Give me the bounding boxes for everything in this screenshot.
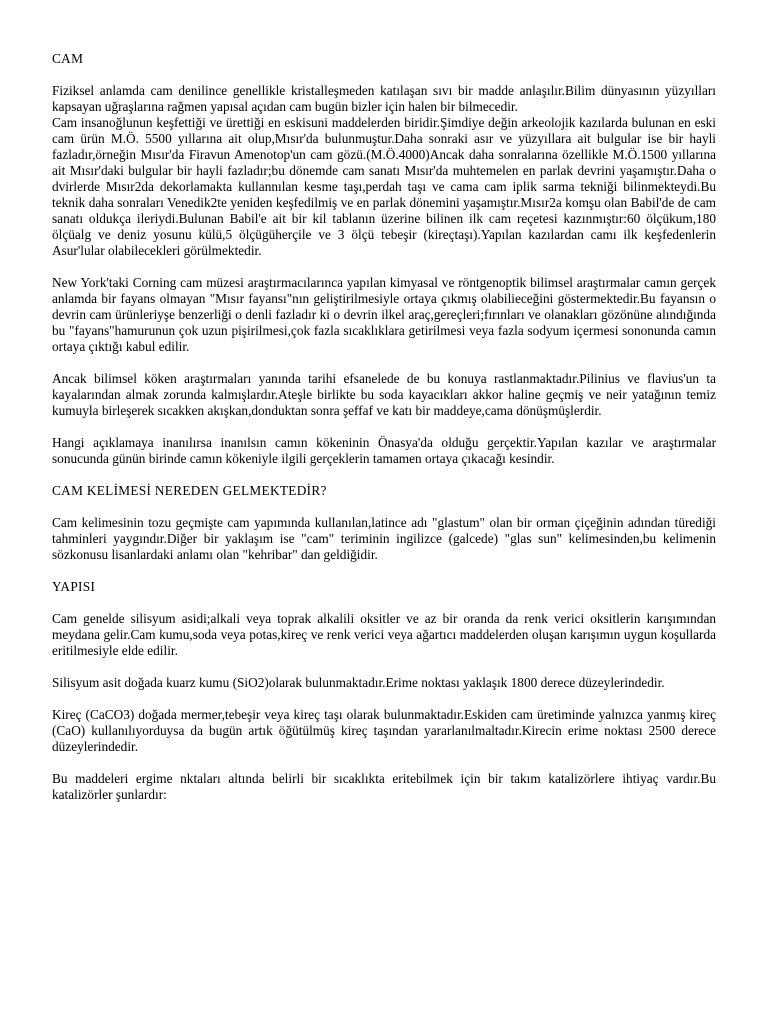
intro-paragraph-1: Fiziksel anlamda cam denilince genellikle kristalleşmeden katılaşan sıvı bir madde anlaşılır.Bilim dünyasının yüzyılları kapsayan uğraşlarına rağmen yapısal açıdan cam bugün bizler için halen bir bilmecedir.	[52, 83, 716, 114]
section-heading-structure: YAPISI	[52, 579, 96, 594]
structure-paragraph-1: Cam genelde silisyum asidi;alkali veya toprak alkalili oksitler ve az bir oranda da renk verici oksitlerin karışımından meydana gelir.Cam kumu,soda veya potas,kireç ve renk verici veya ağartıcı maddelerden oluşan karışımın uygun koşullarda eritilmesiyle elde edilir.	[52, 611, 716, 658]
intro-paragraph-2: Cam insanoğlunun keşfettiği ve ürettiği en eskisuni maddelerden biridir.Şimdiye değin arkeolojik kazılarda bulunan en eski cam ürün M.Ö. 5500 yıllarına ait olup,Mısır'da bulunmuştur.Daha sonraki asır ve yüzyıllara ait bulgular ise bir hayli fazladır,örneğin Mısır'da Firavun Amenotop'un cam gözü.(M.Ö.4000)Ancak daha sonralarına özellikle M.Ö.1500 yıllarına ait Mısır'daki bulgular bir hayli fazladır;bu dönemde cam sanatı Mısır'da muhtemelen en parlak devrini yaşamıştır.Daha o dvirlerde Mısır2da dekorlamakta kullannılan kesme taşı,perdah taşı ve cama cam iplik sarma tekniği bilinmekteydi.Bu teknik daha sonraları Venedik2te yeniden keşfedilmiş ve en parlak dönemini yaşamıştır.Mısır2a komşu olan Babil'de de cam sanatı oldukça ileriydi.Bulunan Babil'e ait bir kil tablanın üzerine bilinen ilk cam reçetesi kazınmıştır:60 ölçükum,180 ölçüalg ve deniz yosunu külü,5 ölçügüherçile ve 3 ölçü tebeşir (kireçtaşı).Yapılan kazılardan camı ilk keşfedenlerin Asur'lular olabilecekleri görülmektedir.	[52, 115, 716, 258]
document-page	[52, 51, 716, 819]
corning-paragraph: New York'taki Corning cam müzesi araştırmacılarınca yapılan kimyasal ve röntgenoptik bilimsel araştırmalar camın gerçek anlamda bir fayans olmayan "Mısır fayansı"nın geliştirilmesiyle ortaya çıkmış olabilieceğini göstermektedir.Bu fayansın o devrin cam ürünleriyşe benzerliği o denli fazladır ki o devrin ilkel araç,gereçleri;fırınları ve olanakları gözönüne alındığında bu "fayans"hamurunun çok uzun pişirilmesi,çok fazla sıcaklıklara getirilmesi veya fazla sodyum içermesi sononunda camın ortaya çıktığı kabul edilir.	[52, 275, 716, 354]
document-title: CAM	[52, 51, 84, 66]
structure-paragraph-2: Silisyum asit doğada kuarz kumu (SiO2)olarak bulunmaktadır.Erime noktası yaklaşık 1800 derece düzeylerindedir.	[52, 675, 665, 690]
structure-paragraph-4: Bu maddeleri ergime nktaları altında belirli bir sıcaklıkta eritebilmek için bir takım katalizörlere ihtiyaç vardır.Bu katalizörler şunlardır:	[52, 771, 716, 802]
word-origin-paragraph: Cam kelimesinin tozu geçmişte cam yapımında kullanılan,latince adı "glastum" olan bir orman çiçeğinin adından türediği tahminleri yaygındır.Diğer bir yaklaşım ise "cam" teriminin ingilizce (galcede) "glas sun" kelimesinden,bu kelimenin sözkonusu lisanlardaki anlamı olan "kehribar" dan geldiğidir.	[52, 515, 716, 562]
section-heading-word-origin: CAM KELİMESİ NEREDEN GELMEKTEDİR?	[52, 483, 327, 498]
origin-paragraph: Hangi açıklamaya inanılırsa inanılsın camın kökeninin Önasya'da olduğu gerçektir.Yapılan kazılar ve araştırmalar sonucunda günün birinde camın kökeniyle ilgili gerçeklerin tamamen ortaya çıkacağı kesindir.	[52, 435, 716, 466]
structure-paragraph-3: Kireç (CaCO3) doğada mermer,tebeşir veya kireç taşı olarak bulunmaktadır.Eskiden cam üretiminde yalnızca yanmış kireç (CaO) kullanılıyorduysa da bugün artık öğütülmüş kireç taşından yararlanılmaltadır.Kirecin erime noktası 2500 derece düzeylerindedir.	[52, 707, 716, 754]
legend-paragraph: Ancak bilimsel köken araştırmaları yanında tarihi efsanelede de bu konuya rastlanmaktadır.Pilinius ve flavius'un ta kayalarından almak zorunda kalmışlardır.Ateşle birlikte bu soda kayacıkları akkor haline geçmiş ve neir yatağının temiz kumuyla birleşerek sıcakken akışkan,donduktan sonra şeffaf ve katı bir maddeye,cama dönüşmüşlerdir.	[52, 371, 716, 418]
